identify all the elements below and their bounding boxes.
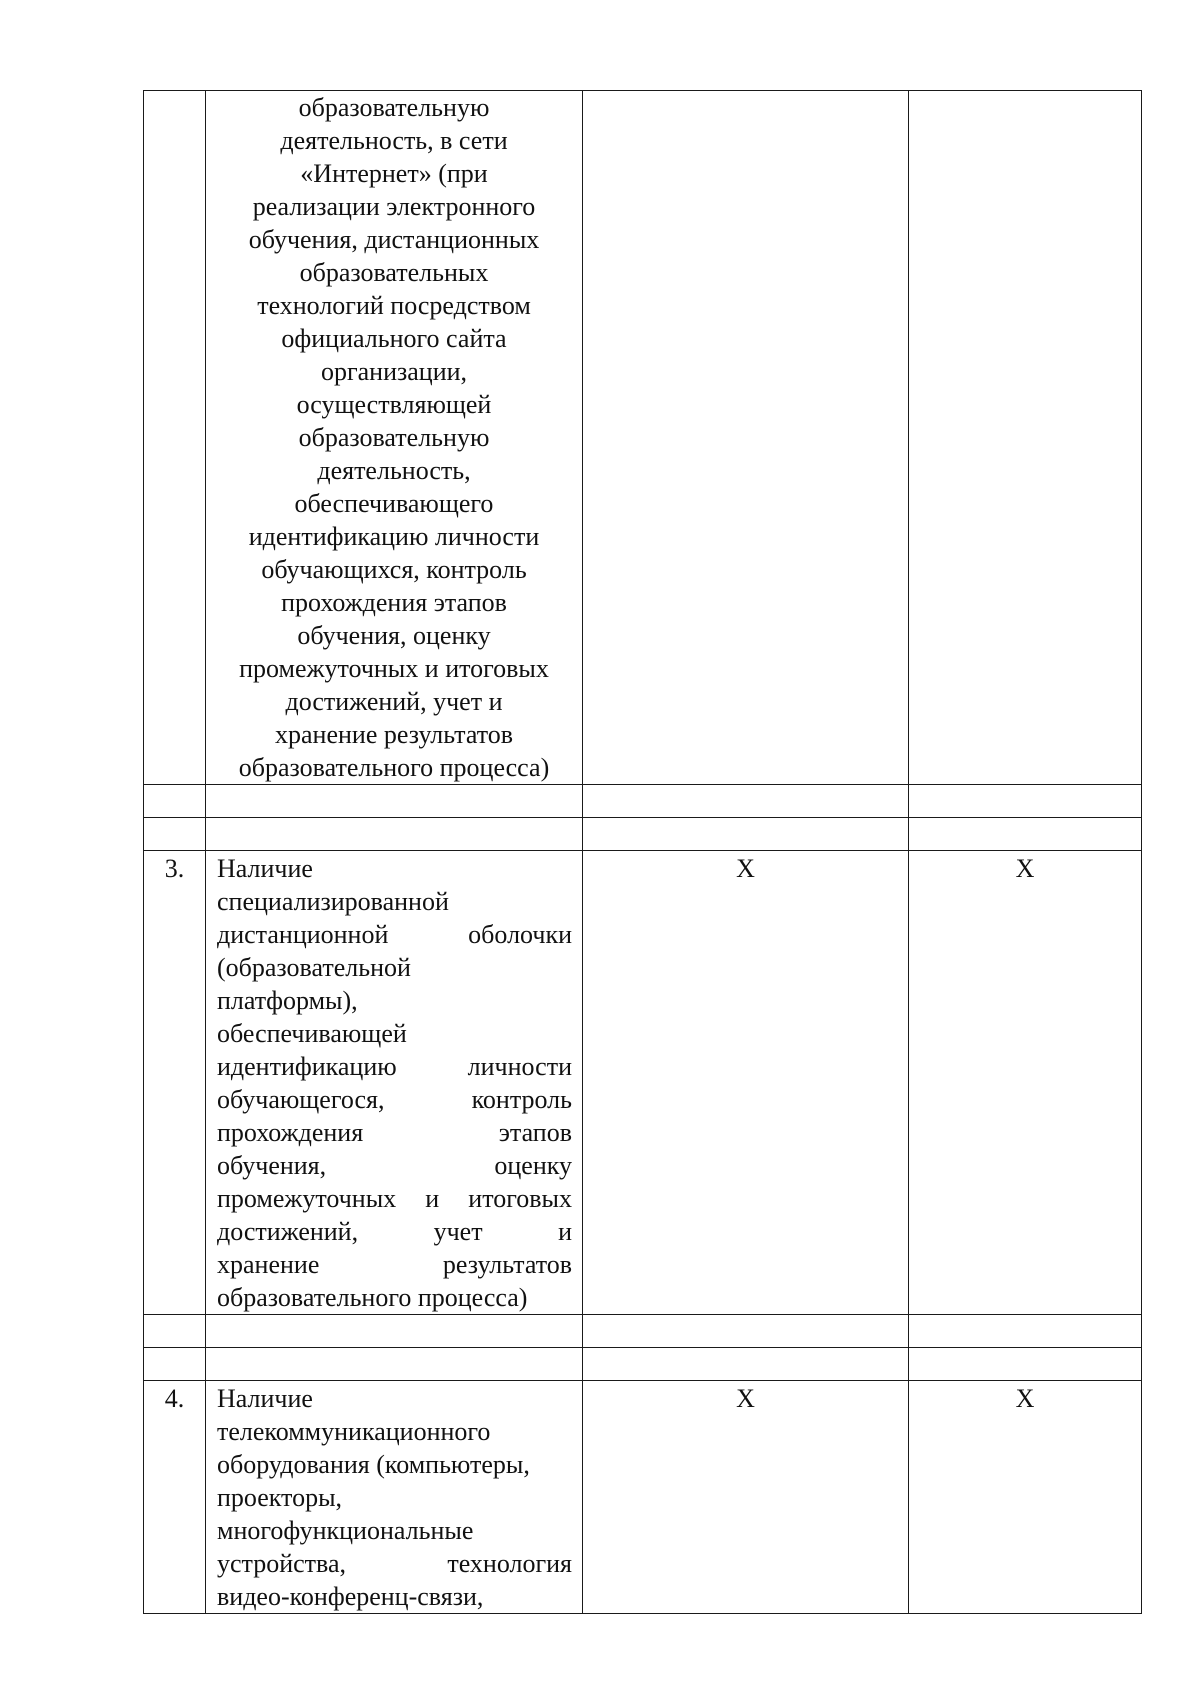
text-line: многофункциональные	[217, 1516, 474, 1545]
text-line: образовательного процесса)	[238, 753, 550, 782]
text-line: промежуточных и итоговых	[217, 1184, 572, 1213]
criteria-table	[143, 90, 1142, 1614]
text-line: достижений, учет и	[217, 1217, 572, 1246]
text-line: обучающегося, контроль	[217, 1085, 572, 1114]
text-line: прохождения этапов	[281, 588, 507, 617]
row-number-cell	[144, 91, 206, 785]
empty-cell	[206, 1315, 583, 1348]
text-line: технологий посредством	[257, 291, 531, 320]
text-line: платформы),	[217, 986, 358, 1015]
column-a-cell	[583, 91, 909, 785]
text-line: хранение результатов	[217, 1250, 572, 1279]
table-row-4	[144, 1381, 1142, 1614]
empty-cell	[144, 1315, 206, 1348]
table-row-continued	[144, 91, 1142, 785]
text-line: видео-конференц-связи,	[217, 1582, 484, 1611]
text-line: образовательную	[298, 423, 490, 452]
text-line: Наличие	[217, 1384, 313, 1413]
row-number-cell: 4.	[144, 1381, 206, 1614]
text-line: обучения, оценку	[297, 621, 491, 650]
empty-row	[144, 818, 1142, 851]
empty-cell	[206, 785, 583, 818]
criterion-text-cell	[206, 1381, 583, 1614]
text-line: устройства, технология	[217, 1549, 572, 1578]
text-line: прохождения этапов	[217, 1118, 572, 1147]
row-number-cell: 3.	[144, 851, 206, 1315]
text-line: официального сайта	[281, 324, 507, 353]
criterion-text-cell	[206, 91, 583, 785]
text-line: дистанционной оболочки	[217, 920, 572, 949]
empty-cell	[583, 1348, 909, 1381]
text-line: деятельность, в сети	[280, 126, 508, 155]
text-line: организации,	[320, 357, 468, 386]
column-b-mark: Х	[909, 1381, 1142, 1614]
criterion-text-cell	[206, 851, 583, 1315]
text-line: (образовательной	[217, 953, 411, 982]
empty-cell	[206, 1348, 583, 1381]
text-line: обеспечивающего	[294, 489, 494, 518]
empty-cell	[909, 818, 1142, 851]
empty-row	[144, 785, 1142, 818]
text-line: образовательную	[298, 93, 490, 122]
text-line: идентификацию личности	[248, 522, 540, 551]
text-line: обучения, оценку	[217, 1151, 572, 1180]
empty-row	[144, 1315, 1142, 1348]
text-line: телекоммуникационного	[217, 1417, 491, 1446]
text-line: обучения, дистанционных	[248, 225, 540, 254]
text-line: Наличие	[217, 854, 313, 883]
text-line: обеспечивающей	[217, 1019, 407, 1048]
text-line: промежуточных и итоговых	[239, 654, 549, 683]
text-line: «Интернет» (при	[300, 159, 488, 188]
text-line: хранение результатов	[275, 720, 513, 749]
empty-cell	[583, 1315, 909, 1348]
empty-cell	[144, 818, 206, 851]
text-line: специализированной	[217, 887, 449, 916]
table-row-3	[144, 851, 1142, 1315]
column-b-mark: Х	[909, 851, 1142, 1315]
text-line: обучающихся, контроль	[261, 555, 527, 584]
empty-cell	[206, 818, 583, 851]
empty-cell	[144, 785, 206, 818]
text-line: проекторы,	[217, 1483, 343, 1512]
text-line: реализации электронного	[252, 192, 536, 221]
text-line: осуществляющей	[296, 390, 492, 419]
empty-cell	[909, 1315, 1142, 1348]
column-a-mark: Х	[583, 851, 909, 1315]
column-a-mark: Х	[583, 1381, 909, 1614]
text-line: достижений, учет и	[285, 687, 503, 716]
text-line: образовательного процесса)	[217, 1283, 528, 1312]
empty-cell	[909, 785, 1142, 818]
text-line: оборудования (компьютеры,	[217, 1450, 530, 1479]
column-b-cell	[909, 91, 1142, 785]
text-line: идентификацию личности	[217, 1052, 572, 1081]
empty-row	[144, 1348, 1142, 1381]
text-line: образовательных	[299, 258, 489, 287]
empty-cell	[909, 1348, 1142, 1381]
text-line: деятельность,	[317, 456, 471, 485]
empty-cell	[583, 785, 909, 818]
empty-cell	[144, 1348, 206, 1381]
empty-cell	[583, 818, 909, 851]
